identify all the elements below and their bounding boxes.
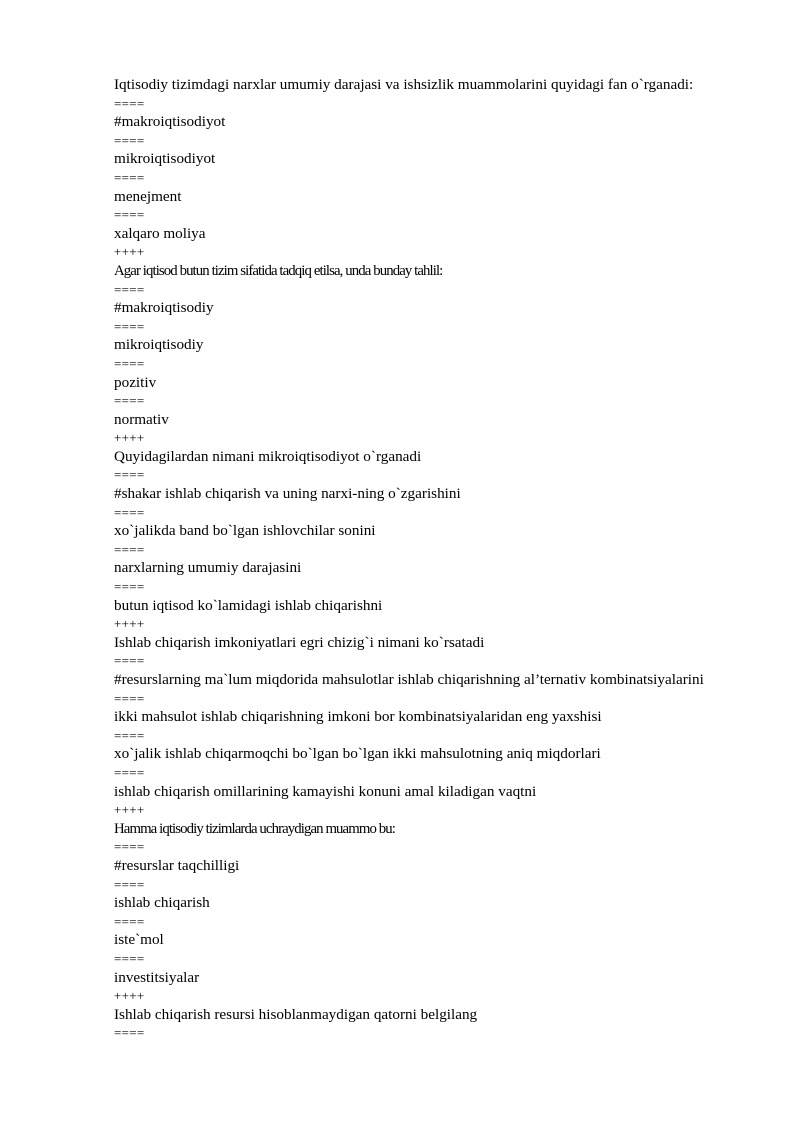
option-separator: ==== xyxy=(114,764,145,780)
option-separator: ==== xyxy=(114,281,145,297)
answer-option: mikroiqtisodiy xyxy=(114,336,204,354)
option-separator: ==== xyxy=(114,913,145,929)
option-separator: ==== xyxy=(114,950,145,966)
answer-option: investitsiyalar xyxy=(114,968,200,986)
question-separator: ++++ xyxy=(114,430,145,446)
answer-option: xalqaro moliya xyxy=(114,224,206,242)
option-separator: ==== xyxy=(114,318,145,334)
option-separator: ==== xyxy=(114,393,145,409)
answer-option: xo`jalik ishlab chiqarmoqchi bo`lgan bo`lgan ikki mahsulotning aniq miqdorlari xyxy=(114,745,601,763)
option-separator: ==== xyxy=(114,690,145,706)
answer-option: narxlarning umumiy darajasini xyxy=(114,559,302,577)
option-separator: ==== xyxy=(114,653,145,669)
question-separator: ++++ xyxy=(114,988,145,1004)
option-separator: ==== xyxy=(114,1025,145,1041)
question-separator: ++++ xyxy=(114,244,145,260)
question-separator: ++++ xyxy=(114,802,145,818)
option-separator: ==== xyxy=(114,467,145,483)
correct-answer-option: #shakar ishlab chiqarish va uning narxi-ning o`zgarishini xyxy=(114,485,461,503)
answer-option: ishlab chiqarish omillarining kamayishi konuni amal kiladigan vaqtni xyxy=(114,782,537,800)
option-separator: ==== xyxy=(114,207,145,223)
question-text: Ishlab chiqarish imkoniyatlari egri chizig`i nimani ko`rsatadi xyxy=(114,633,485,651)
option-separator: ==== xyxy=(114,839,145,855)
answer-option: menejment xyxy=(114,187,182,205)
option-separator: ==== xyxy=(114,727,145,743)
option-separator: ==== xyxy=(114,504,145,520)
question-separator: ++++ xyxy=(114,616,145,632)
option-separator: ==== xyxy=(114,169,145,185)
correct-answer-option: #makroiqtisodiyot xyxy=(114,113,226,131)
option-separator: ==== xyxy=(114,541,145,557)
answer-option: ishlab chiqarish xyxy=(114,894,210,912)
question-text: Agar iqtisod butun tizim sifatida tadqiq etilsa, unda bunday tahlil: xyxy=(114,262,443,279)
question-text: Quyidagilardan nimani mikroiqtisodiyot o`rganadi xyxy=(114,447,422,465)
document-page xyxy=(114,76,794,1043)
option-separator: ==== xyxy=(114,132,145,148)
question-text: Hamma iqtisodiy tizimlarda uchraydigan muammo bu: xyxy=(114,820,395,837)
answer-option: normativ xyxy=(114,410,169,428)
option-separator: ==== xyxy=(114,579,145,595)
correct-answer-option: #resurslarning ma`lum miqdorida mahsulotlar ishlab chiqarishning al’ternativ kombinatsiyalarini xyxy=(114,671,704,688)
answer-option: butun iqtisod ko`lamidagi ishlab chiqarishni xyxy=(114,596,383,614)
correct-answer-option: #makroiqtisodiy xyxy=(114,299,214,317)
option-separator: ==== xyxy=(114,876,145,892)
answer-option: pozitiv xyxy=(114,373,157,391)
correct-answer-option: #resurslar taqchilligi xyxy=(114,856,240,874)
answer-option: xo`jalikda band bo`lgan ishlovchilar sonini xyxy=(114,522,376,540)
option-separator: ==== xyxy=(114,95,145,111)
option-separator: ==== xyxy=(114,355,145,371)
question-text: Iqtisodiy tizimdagi narxlar umumiy darajasi va ishsizlik muammolarini quyidagi fan o`rganadi: xyxy=(114,76,694,93)
question-text: Ishlab chiqarish resursi hisoblanmaydigan qatorni belgilang xyxy=(114,1005,478,1023)
answer-option: iste`mol xyxy=(114,931,164,949)
answer-option: mikroiqtisodiyot xyxy=(114,150,216,168)
answer-option: ikki mahsulot ishlab chiqarishning imkoni bor kombinatsiyalaridan eng yaxshisi xyxy=(114,708,602,726)
